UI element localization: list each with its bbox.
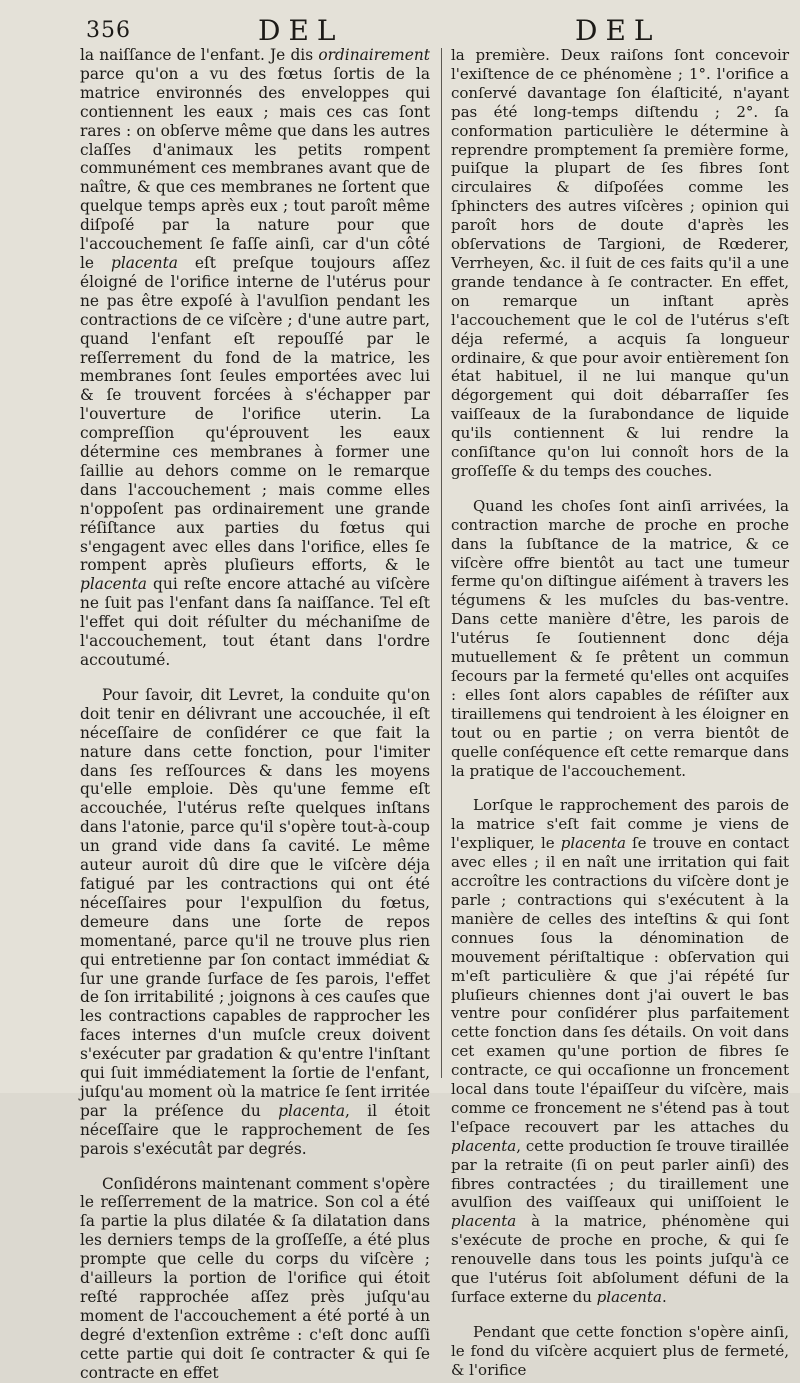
italic-text: placenta: [451, 1136, 517, 1155]
text-run: , cette production ſe trouve tiraillée par la retraite (ſi on peut parler ainſi) des fibres contractées ; du tiraillement une avulſion des vaiſſeaux qui uniſſoient le: [451, 1136, 789, 1212]
running-head-right: DEL: [575, 14, 661, 47]
right-column: [451, 46, 789, 1380]
text-run: , il étoit néceſſaire que le rapprochement de ſes parois s'exécutât par degrés.: [80, 1101, 430, 1158]
text-run: ſe trouve en contact avec elles ; il en naît une irritation qui fait accroître les contractions du viſcère dont je parle ; contractions qui s'exécutent à la manière de celles des inteſtins & qui ſont connues ſous la dénomination de mouvement périſtaltique : obſervation qui m'eſt particulière & que j'ai répété ſur pluſieurs chiennes dont j'ai ouvert le bas ventre pour conſidérer plus parfaitement cette fonction dans ſes détails. On voit dans cet examen qu'une portion de fibres ſe contracte, ce qui occaſionne un froncement local dans toute l'épaiſſeur du viſcère, mais comme ce froncement ne s'étend pas à tout l'eſpace recouvert par les attaches du: [451, 834, 789, 1136]
italic-text: placenta: [110, 253, 178, 272]
text-run: Pendant que cette fonction s'opère ainſi, le fond du viſcère acquiert plus de fermeté, & l'orifice: [451, 1322, 789, 1379]
column-divider: [441, 48, 442, 1078]
page-header: [0, 8, 800, 47]
text-run: eſt preſque toujours aſſez éloigné de l'orifice interne de l'utérus pour ne pas être expoſé à l'avulſion pendant les contractions de ce viſcère ; d'une autre part, quand l'enfant eſt repouſſé par le reſſerrement du fond de la matrice, les membranes ſont ſeules emportées avec lui & ſe trouvent forcées à s'échapper par l'ouverture de l'orifice uterin. La compreſſion qu'éprouvent les eaux détermine ces membranes à former une ſaillie au dehors comme on le remarque dans l'accouchement ; mais comme elles n'oppoſent pas ordinairement une grande réſiſtance aux parties du fœtus qui s'engagent avec elles dans l'orifice, elles ſe rompent après pluſieurs efforts, & le: [80, 253, 430, 575]
text-run: Lorſque le rapprochement des parois de la matrice s'eſt fait comme je viens de l'expliquer, le: [451, 796, 789, 853]
text-run: Quand les choſes ſont ainſi arrivées, la contraction marche de proche en proche dans la ſubſtance de la matrice, & ce viſcère offre bientôt au tact une tumeur ferme qu'on diſtingue aiſément à travers les tégumens & les muſcles du bas-ventre. Dans cette manière d'être, les parois de l'utérus ſe ſoutiennent donc déja mutuellement & ſe prêtent un commun ſecours par la fermeté qu'elles ont acquiſes : elles ſont alors capables de réſiſter aux tiraillemens qui tendroient à les éloigner en tout ou en partie ; on verra bientôt de quelle conſéquence eſt cette remarque dans la pratique de l'accouchement.: [451, 496, 789, 780]
text-run: Pour ſavoir, dit Levret, la conduite qu'on doit tenir en délivrant une accouchée, il eſt néceſſaire de conſidérer ce que fait la nature dans cette fonction, pour l'imiter dans ſes reſſources & dans les moyens qu'elle emploie. Dès qu'une femme eſt accouchée, l'utérus reſte quelques inſtans dans l'atonie, parce qu'il s'opère tout-à-coup un grand vide dans ſa cavité. Le même auteur auroit dû dire que le viſcère déja fatigué par les contractions qui ont été néceſſaires pour l'expulſion du fœtus, demeure dans une ſorte de repos momentané, parce qu'il ne trouve plus rien qui entretienne par ſon contact immédiat & ſur une grande ſurface de ſes parois, l'effet de ſon irritabilité ; joignons à ces cauſes que les contractions capables de rapprocher les faces internes d'un muſcle creux doivent s'exécuter par gradation & qu'entre l'inſtant qui ſuit immédiatement la ſortie de l'enfant, juſqu'au moment où la matrice ſe ſent irritée par la préſence du: [80, 685, 430, 1120]
text-run: à la matrice, phénomène qui s'exécute de proche en proche, & qui ſe renouvelle dans tous les points juſqu'à ce que l'utérus ſoit abſolument défuni de la ſurface externe du: [451, 1212, 789, 1306]
italic-text: placenta: [560, 834, 626, 853]
text-run: qui reſte encore attaché au viſcère ne ſuit pas l'enfant dans ſa naiſſance. Tel eſt l'effet qui doit réſulter du méchaniſme de l'accouchement, tout étant dans l'ordre accoutumé.: [80, 575, 430, 669]
left-column: [80, 46, 430, 1383]
paragraph: [80, 1175, 430, 1383]
italic-text: placenta: [596, 1288, 662, 1306]
paragraph: [80, 46, 430, 670]
italic-text: placenta: [278, 1101, 346, 1120]
text-run: .: [661, 1288, 667, 1306]
paragraph: [451, 1323, 789, 1380]
italic-text: placenta: [80, 575, 147, 594]
running-head-left: DEL: [258, 14, 344, 47]
text-run: Conſidérons maintenant comment s'opère le reſſerrement de la matrice. Son col a été ſa partie la plus dilatée & ſa dilatation dans les derniers temps de la groſſeſſe, a été plus prompte que celle du corps du viſcère ; d'ailleurs la portion de l'orifice qui étoit reſté rapprochée aſſez près juſqu'au moment de l'accouchement a été porté à un degré d'extenſion extrême : c'eſt donc auſſi cette partie qui doit ſe contracter & qui ſe contracte en effet: [80, 1174, 430, 1382]
paragraph: [451, 46, 789, 481]
italic-text: ordinairement: [318, 46, 430, 64]
text-run: parce qu'on a vu des fœtus ſortis de la matrice environnés des enveloppes qui contiennent les eaux ; mais ces cas ſont rares : on obſerve même que dans les autres claſſes d'animaux les petits rompent communément ces membranes avant que de naître, & que ces membranes ne ſortent que quelque temps après eux ; tout paroît même diſpoſé par la nature pour que l'accouchement ſe faſſe ainſi, car d'un côté le: [80, 64, 430, 272]
paragraph: [451, 497, 789, 781]
text-run: la naiſſance de l'enfant. Je dis: [80, 46, 319, 64]
paragraph: [451, 796, 789, 1306]
italic-text: placenta: [451, 1212, 517, 1231]
text-run: la première. Deux raiſons ſont concevoir l'exiſtence de ce phénomène ; 1°. l'orifice a conſervé davantage ſon élaſticité, n'ayant pas été long-temps diſtendu ; 2°. ſa conformation particulière le détermine à reprendre promptement ſa première forme, puiſque la plupart de ſes fibres ſont circulaires & diſpoſées comme les ſphincters des autres viſcères ; opinion qui paroît hors de doute d'après les obſervations de Targioni, de Rœderer, Verrheyen, &c. il ſuit de ces faits qu'il a une grande tendance à ſe contracter. En effet, on remarque un inſtant après l'accouchement que le col de l'utérus s'eſt déja refermé, a acquis ſa longueur ordinaire, & que pour avoir entièrement ſon état habituel, il ne lui manque qu'un dégorgement qui doit débarraſſer ſes vaiſſeaux de la ſurabondance de liquide qu'ils contiennent & lui rendre la conſiſtance qu'on lui connoît hors de la groſſeſſe & du temps des couches.: [451, 46, 789, 480]
page-number: 356: [86, 18, 131, 43]
paragraph: [80, 686, 430, 1159]
